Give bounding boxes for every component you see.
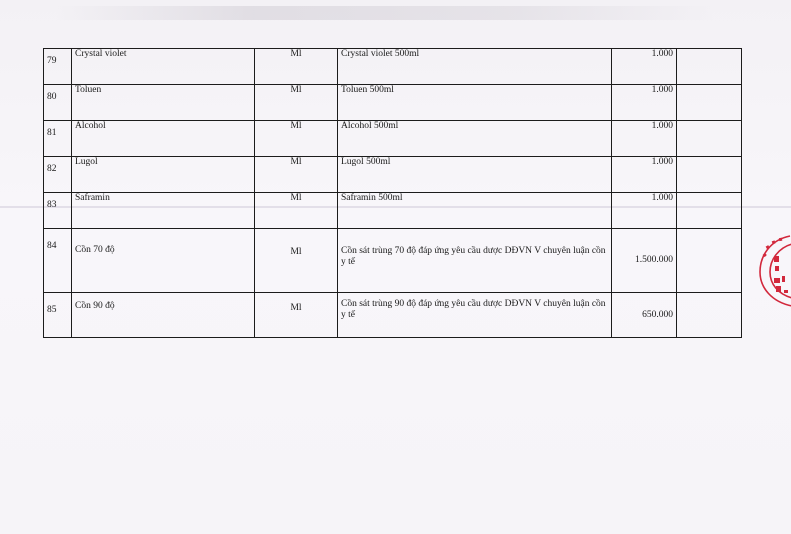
item-unit: Ml <box>255 85 338 121</box>
item-extra <box>677 121 742 157</box>
supplies-table <box>43 48 742 338</box>
item-spec: Toluen 500ml <box>338 85 612 121</box>
row-number: 85 <box>44 293 72 338</box>
item-spec: Cồn sát trùng 90 độ đáp ứng yêu cầu dược DĐVN V chuyên luận cồn y tế <box>338 293 612 338</box>
item-unit: Ml <box>255 121 338 157</box>
item-extra <box>677 157 742 193</box>
item-unit: Ml <box>255 229 338 293</box>
item-quantity: 1.500.000 <box>612 229 677 293</box>
item-name: Cồn 90 độ <box>72 293 255 338</box>
item-quantity: 1.000 <box>612 157 677 193</box>
item-quantity: 1.000 <box>612 193 677 229</box>
row-number: 83 <box>44 193 72 229</box>
table-row <box>44 85 742 121</box>
item-extra <box>677 229 742 293</box>
item-spec: Crystal violet 500ml <box>338 49 612 85</box>
table-row <box>44 121 742 157</box>
item-spec: Cồn sát trùng 70 độ đáp ứng yêu cầu dược DĐVN V chuyên luận cồn y tế <box>338 229 612 293</box>
item-unit: Ml <box>255 49 338 85</box>
item-extra <box>677 293 742 338</box>
item-quantity: 650.000 <box>612 293 677 338</box>
item-unit: Ml <box>255 293 338 338</box>
item-extra <box>677 49 742 85</box>
item-extra <box>677 85 742 121</box>
table-row <box>44 157 742 193</box>
table-row <box>44 293 742 338</box>
row-number: 82 <box>44 157 72 193</box>
item-spec: Lugol 500ml <box>338 157 612 193</box>
item-name: Crystal violet <box>72 49 255 85</box>
item-name: Lugol <box>72 157 255 193</box>
table-row <box>44 49 742 85</box>
item-spec: Alcohol 500ml <box>338 121 612 157</box>
item-name: Cồn 70 độ <box>72 229 255 293</box>
red-seal-stamp <box>752 232 791 308</box>
row-number: 80 <box>44 85 72 121</box>
row-number: 81 <box>44 121 72 157</box>
table-row <box>44 229 742 293</box>
item-unit: Ml <box>255 157 338 193</box>
item-unit: Ml <box>255 193 338 229</box>
item-quantity: 1.000 <box>612 85 677 121</box>
item-name: Alcohol <box>72 121 255 157</box>
item-name: Toluen <box>72 85 255 121</box>
item-quantity: 1.000 <box>612 121 677 157</box>
scan-smudge <box>55 6 715 20</box>
table-row <box>44 193 742 229</box>
row-number: 79 <box>44 49 72 85</box>
item-name: Saframin <box>72 193 255 229</box>
item-spec: Saframin 500ml <box>338 193 612 229</box>
item-quantity: 1.000 <box>612 49 677 85</box>
item-extra <box>677 193 742 229</box>
row-number: 84 <box>44 229 72 293</box>
